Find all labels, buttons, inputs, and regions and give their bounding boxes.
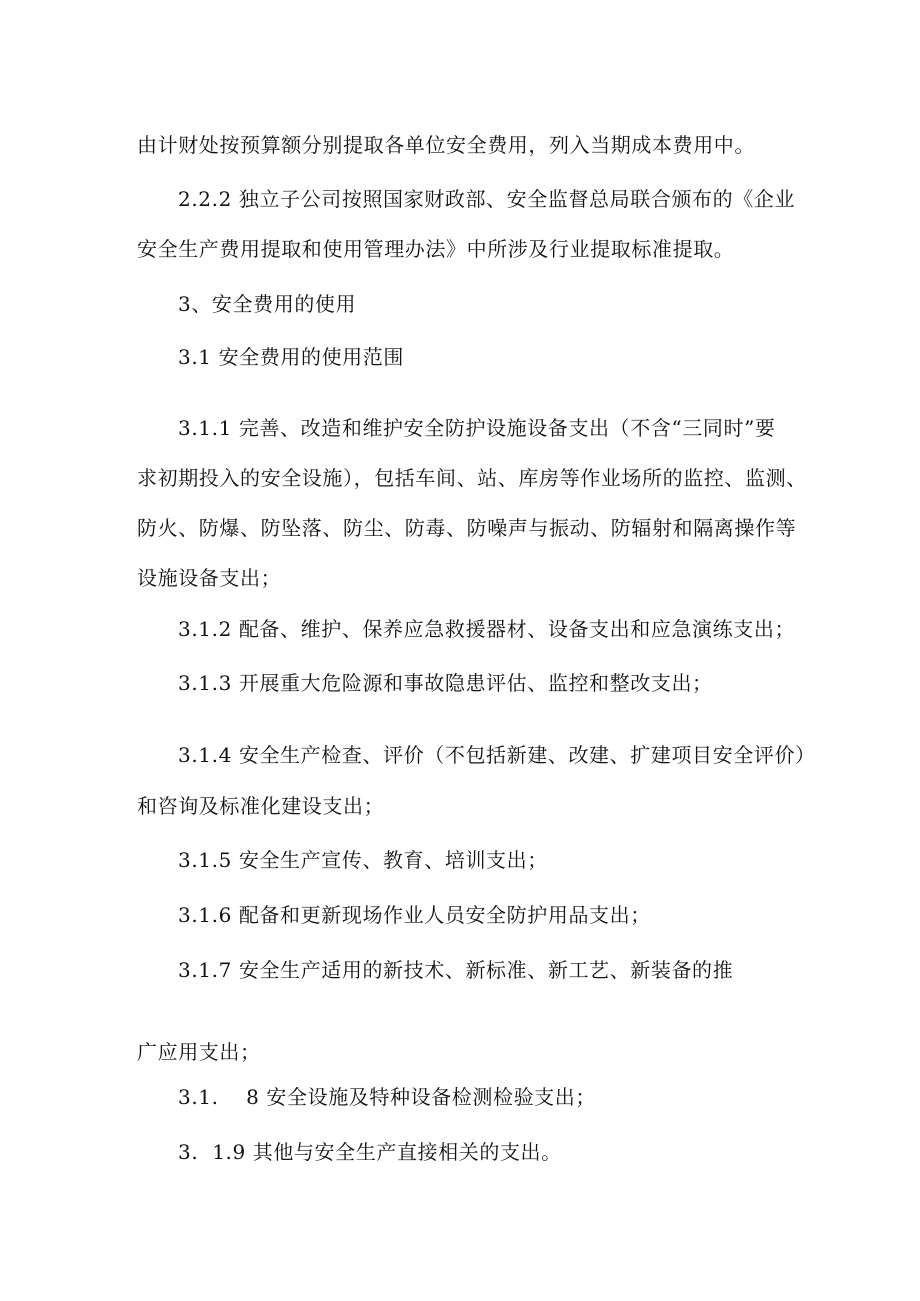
text-line: 3.1.1 完善、改造和维护安全防护设施设备支出（不含“三同时”要 <box>178 416 776 440</box>
text-line: 3.1.7 安全生产适用的新技术、新标准、新工艺、新装备的推 <box>178 958 734 982</box>
text-line: 3.1.5 安全生产宣传、教育、培训支出； <box>178 848 548 872</box>
text-line: 3.1.3 开展重大危险源和事故隐患评估、监控和整改支出； <box>178 671 713 695</box>
text-line: 设施设备支出； <box>137 566 282 590</box>
subsection-heading: 3.1 安全费用的使用范围 <box>178 345 404 369</box>
section-heading: 3、安全费用的使用 <box>178 292 357 316</box>
text-line: 求初期投入的安全设施），包括车间、站、库房等作业场所的监控、监测、 <box>137 466 807 490</box>
text-line: 3.1.2 配备、维护、保养应急救援器材、设备支出和应急演练支出； <box>178 617 796 641</box>
text-line: 3.1.6 配备和更新现场作业人员安全防护用品支出； <box>178 903 651 927</box>
text-line: 和咨询及标准化建设支出； <box>137 794 385 818</box>
text-line: 广应用支出； <box>137 1040 261 1064</box>
text-line: 3.1.4 安全生产检查、评价（不包括新建、改建、扩建项目安全评价） <box>178 743 816 767</box>
text-line: 3.1. 8 安全设施及特种设备检测检验支出； <box>178 1085 597 1109</box>
text-line: 安全生产费用提取和使用管理办法》中所涉及行业提取标准提取。 <box>137 237 735 261</box>
text-line: 2.2.2 独立子公司按照国家财政部、安全监督总局联合颁布的《企业 <box>178 187 796 211</box>
text-line: 防火、防爆、防坠落、防尘、防毒、防噪声与振动、防辐射和隔离操作等 <box>137 516 797 540</box>
text-line: 3. 1.9 其他与安全生产直接相关的支出。 <box>178 1140 562 1164</box>
text-line: 由计财处按预算额分别提取各单位安全费用，列入当期成本费用中。 <box>137 133 755 157</box>
